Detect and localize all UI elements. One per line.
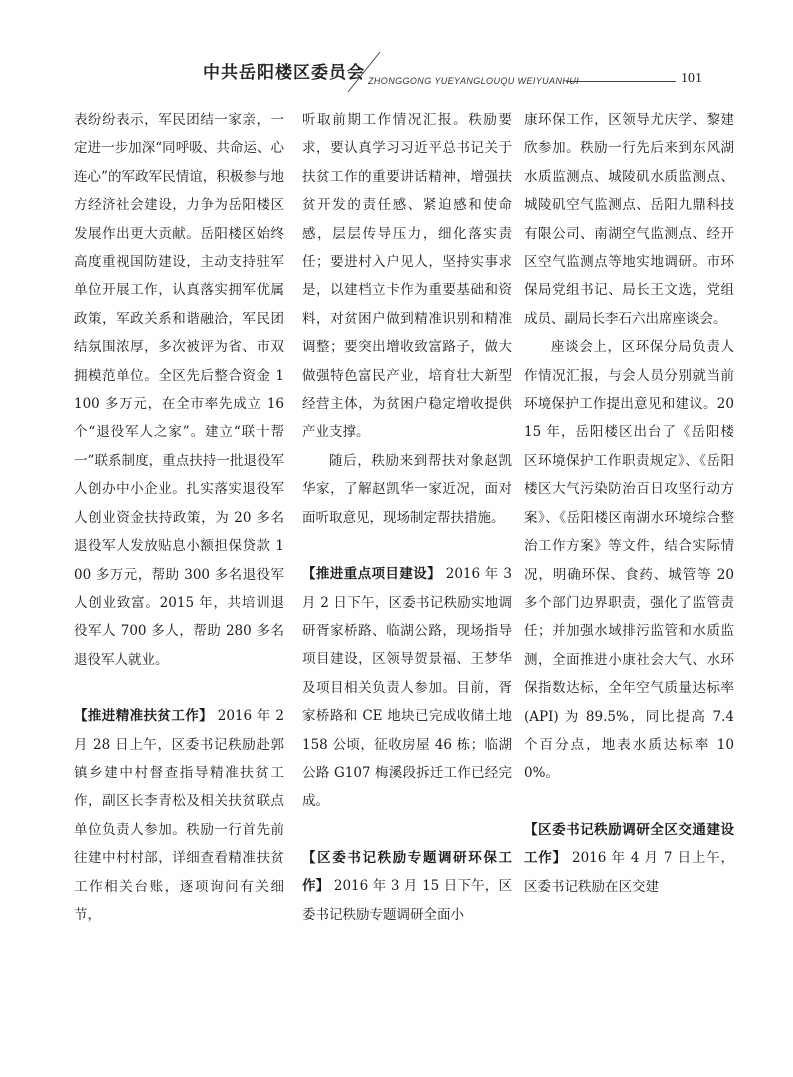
section-body: 2016 年 3 月 15 日下午，区委书记秩励专题调研全面小 <box>302 878 512 923</box>
section-body: 2016 年 2 月 28 日上午，区委书记秩励赴郭镇乡建中村督查指导精准扶贫工作，副区长李青松及相关扶贫联点单位负责人参加。秩励一行首先前往建中村村部，详细查看精准扶贫工作相关台账，逐项询问有关细节， <box>74 708 285 923</box>
running-header-subtitle: ZHONGGONG YUEYANGLOUQU WEIYUANHUI <box>368 76 580 86</box>
section-spacer <box>524 788 734 816</box>
paragraph: 随后，秩励来到帮扶对象赵凯华家，了解赵凯华一家近况，面对面听取意见，现场制定帮扶措施。 <box>302 452 512 526</box>
section-heading: 【推进重点项目建设】 <box>302 566 442 583</box>
paragraph: 座谈会上，区环保分局负责人作情况汇报，与会人员分别就当前环境保护工作提出意见和建议。2015 年，岳阳楼区出台了《岳阳楼区环境保护工作职责规定》、《岳阳楼区大气污染防治百日攻坚行动方案》、《岳阳楼区南湖水环境综合整治工作方案》等文件，结合实际情况，明确环保、食药、城管等 20 多个部门边界职责，强化了监管责任；并加强水域排污监管和水质监测，全面推进小康社会大气、水环保指数达标，全年空气质量达标率 (API) 为 89.5%，同比提高 7.4 个百分点，地表水质达标率 100%。 <box>524 339 734 782</box>
text-column-left <box>74 106 284 929</box>
page-number: 101 <box>681 71 702 86</box>
section-paragraph <box>302 844 512 929</box>
section-spacer <box>302 816 512 844</box>
running-header-title: 中共岳阳楼区委员会 <box>203 63 365 83</box>
section-spacer <box>302 532 512 560</box>
section-body: 2016 年 3 月 2 日下午，区委书记秩励实地调研胥家桥路、临湖公路，现场指导项目建设，区领导贺景福、王梦华及项目相关负责人参加。目前，胥家桥路和 CE 地块已完成收储土地 158 公顷，征收房屋 46 栋；临湖公路 G107 梅溪段拆迁工作已经完成。 <box>302 566 513 810</box>
paragraph: 听取前期工作情况汇报。秩励要求，要认真学习习近平总书记关于扶贫工作的重要讲话精神，增强扶贫开发的责任感、紧迫感和使命感，层层传导压力，细化落实责任；要进村入户见人，坚持实事求是，以建档立卡作为重要基础和资料，对贫困户做到精准识别和精准调整；要突出增收致富路子，做大做强特色富民产业，培育壮大新型经营主体，为贫困户稳定增收提供产业支撑。 <box>302 112 512 441</box>
section-spacer <box>74 674 284 702</box>
paragraph: 康环保工作，区领导尤庆学、黎建欣参加。秩励一行先后来到东风湖水质监测点、城陵矶水质监测点、城陵矶空气监测点、岳阳九鼎科技有限公司、南湖空气监测点、经开区空气监测点等地实地调研。市环保局党组书记、局长王文选，党组成员、副局长李石六出席座谈会。 <box>524 112 734 327</box>
section-heading: 【区委书记秩励专题调研环保工作】 <box>302 849 512 895</box>
paragraph: 表纷纷表示，军民团结一家亲，一定进一步加深“同呼吸、共命运、心连心”的军政军民情谊，积极参与地方经济社会建设，力争为岳阳楼区发展作出更大贡献。岳阳楼区始终高度重视国防建设，主动支持驻军单位开展工作，认真落实拥军优属政策，军政关系和谐融洽，军民团结氛围浓厚，多次被评为省、市双拥模范单位。全区先后整合资金 1100 多万元，在全市率先成立 16 个“退役军人之家”。建立“联十帮一”联系制度，重点扶持一批退役军人创办中小企业。扎实落实退役军人创业资金扶持政策，为 20 多名退役军人发放贴息小额担保贷款 100 多万元，帮助 300 多名退役军人创业致富。2015 年，共培训退役军人 700 多人，帮助 280 多名退役军人就业。 <box>74 112 284 668</box>
section-paragraph <box>74 702 284 929</box>
section-paragraph <box>524 816 734 901</box>
text-column-right <box>524 106 734 901</box>
section-paragraph <box>302 560 512 816</box>
header-rule <box>566 81 676 82</box>
section-heading: 【推进精准扶贫工作】 <box>74 708 214 725</box>
section-heading: 【区委书记秩励调研全区交通建设工作】 <box>524 821 734 867</box>
header-slash-divider <box>344 50 384 94</box>
text-column-middle <box>302 106 512 929</box>
section-body: 2016 年 4 月 7 日上午，区委书记秩励在区交建 <box>524 850 734 895</box>
